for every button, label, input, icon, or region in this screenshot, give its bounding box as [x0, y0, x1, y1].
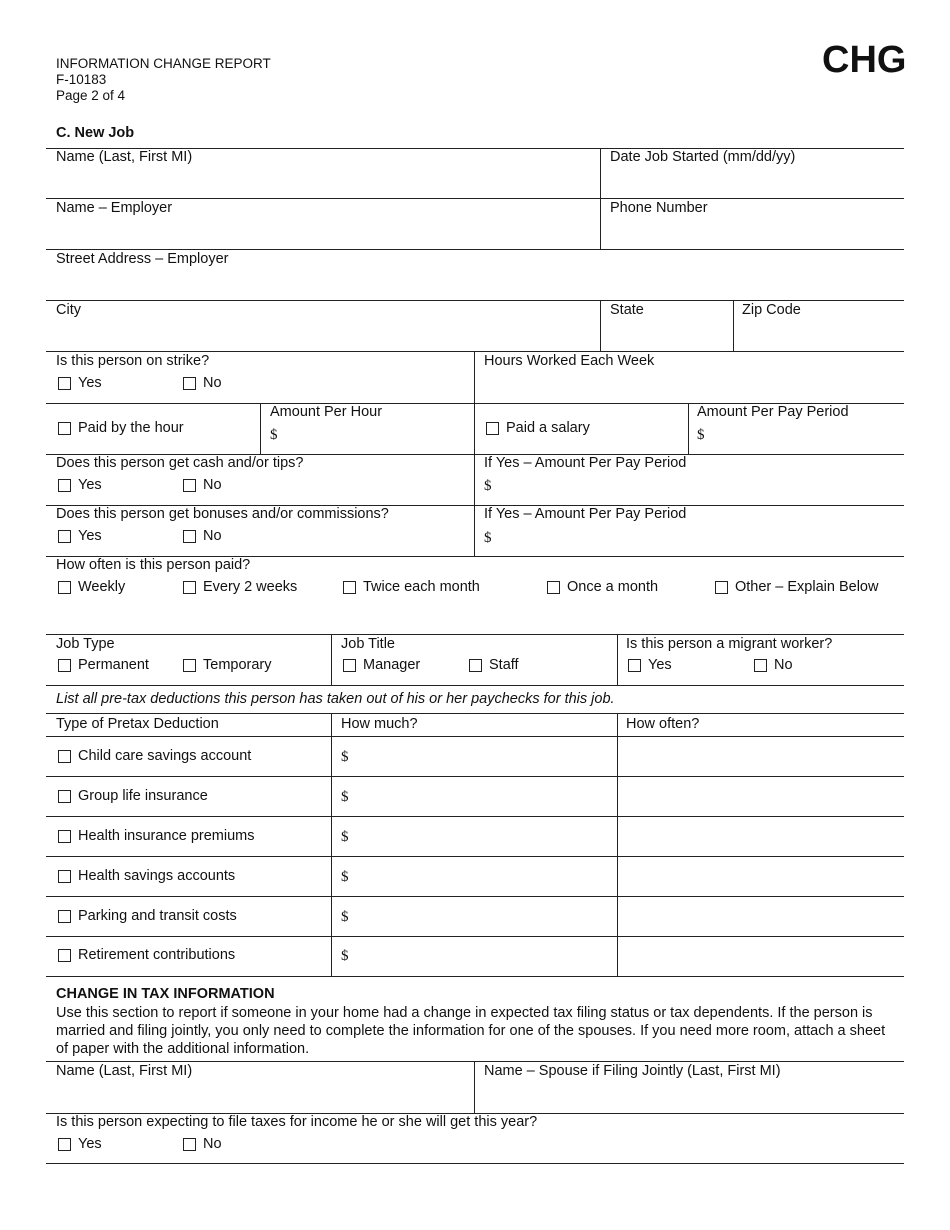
migrant-question: Is this person a migrant worker?	[626, 636, 833, 652]
strike-no-checkbox[interactable]	[183, 377, 196, 390]
migrant-no-label: No	[774, 657, 793, 673]
tax-name-field[interactable]	[47, 1080, 471, 1111]
file-taxes-yes-label: Yes	[78, 1136, 102, 1152]
divider	[617, 713, 618, 976]
pay-frequency-question: How often is this person paid?	[56, 557, 251, 573]
divider	[46, 736, 904, 737]
bonus-amount-label: If Yes – Amount Per Pay Period	[484, 506, 687, 522]
pretax-frequency-field[interactable]	[619, 780, 902, 812]
divider	[331, 713, 332, 976]
bonus-no-label: No	[203, 528, 222, 544]
tax-name-label: Name (Last, First MI)	[56, 1063, 193, 1079]
dollar-sign: $	[341, 948, 349, 964]
form-number: F-10183	[56, 72, 107, 87]
divider	[46, 816, 904, 817]
hours-field[interactable]	[476, 370, 902, 401]
divider	[46, 776, 904, 777]
permanent-checkbox[interactable]	[58, 659, 71, 672]
phone-label: Phone Number	[610, 200, 708, 216]
tips-amount-label: If Yes – Amount Per Pay Period	[484, 455, 687, 471]
tips-yes-checkbox[interactable]	[58, 479, 71, 492]
divider	[474, 351, 475, 556]
pretax-row-checkbox[interactable]	[58, 910, 71, 923]
employer-name-field[interactable]	[47, 217, 597, 247]
pretax-row-label: Health insurance premiums	[78, 828, 255, 844]
other-frequency-label: Other – Explain Below	[735, 579, 879, 595]
divider	[46, 351, 904, 352]
divider	[46, 976, 904, 977]
divider	[46, 634, 904, 635]
pretax-frequency-field[interactable]	[619, 820, 902, 852]
pretax-row-label: Group life insurance	[78, 788, 208, 804]
every-2-weeks-checkbox[interactable]	[183, 581, 196, 594]
file-taxes-question: Is this person expecting to file taxes for income he or she will get this year?	[56, 1114, 538, 1130]
amount-period-field[interactable]	[709, 422, 902, 450]
other-frequency-checkbox[interactable]	[715, 581, 728, 594]
form-code: CHG	[822, 39, 907, 81]
pretax-row-checkbox[interactable]	[58, 830, 71, 843]
tips-yes-label: Yes	[78, 477, 102, 493]
pretax-amount-field[interactable]	[353, 860, 613, 892]
strike-question: Is this person on strike?	[56, 353, 210, 369]
migrant-yes-checkbox[interactable]	[628, 659, 641, 672]
migrant-yes-label: Yes	[648, 657, 672, 673]
col-header-how-much: How much?	[341, 716, 418, 732]
street-field[interactable]	[47, 268, 902, 298]
divider	[331, 634, 332, 685]
tips-amount-field[interactable]	[496, 473, 902, 501]
state-field[interactable]	[602, 319, 730, 349]
paid-salary-label: Paid a salary	[506, 420, 590, 436]
tax-section-heading: CHANGE IN TAX INFORMATION	[56, 986, 275, 1002]
divider	[46, 713, 904, 714]
page-indicator: Page 2 of 4	[56, 88, 126, 103]
dollar-sign: $	[341, 789, 349, 805]
section-heading: C. New Job	[56, 125, 135, 141]
form-title: INFORMATION CHANGE REPORT	[56, 56, 271, 71]
temporary-checkbox[interactable]	[183, 659, 196, 672]
zip-field[interactable]	[735, 319, 902, 349]
twice-month-checkbox[interactable]	[343, 581, 356, 594]
migrant-no-checkbox[interactable]	[754, 659, 767, 672]
dollar-sign: $	[341, 749, 349, 765]
divider	[46, 300, 904, 301]
divider	[46, 685, 904, 686]
divider	[46, 249, 904, 250]
job-type-label: Job Type	[56, 636, 115, 652]
tips-no-checkbox[interactable]	[183, 479, 196, 492]
employer-name-label: Name – Employer	[56, 200, 173, 216]
file-taxes-no-checkbox[interactable]	[183, 1138, 196, 1151]
bonus-question: Does this person get bonuses and/or commissions?	[56, 506, 389, 522]
every-2-weeks-label: Every 2 weeks	[203, 579, 298, 595]
pretax-frequency-field[interactable]	[619, 940, 902, 972]
divider	[46, 856, 904, 857]
manager-checkbox[interactable]	[343, 659, 356, 672]
job-title-label: Job Title	[341, 636, 395, 652]
phone-field[interactable]	[602, 217, 902, 247]
once-month-label: Once a month	[567, 579, 659, 595]
dollar-sign: $	[341, 909, 349, 925]
pretax-row-checkbox[interactable]	[58, 790, 71, 803]
divider	[46, 936, 904, 937]
pretax-frequency-field[interactable]	[619, 900, 902, 932]
manager-label: Manager	[363, 657, 421, 673]
amount-period-label: Amount Per Pay Period	[697, 404, 849, 420]
pretax-amount-field[interactable]	[353, 900, 613, 932]
divider	[688, 403, 689, 454]
name-field[interactable]	[47, 166, 597, 196]
pretax-row-checkbox[interactable]	[58, 949, 71, 962]
pretax-row-checkbox[interactable]	[58, 870, 71, 883]
state-label: State	[610, 302, 644, 318]
divider	[474, 1061, 475, 1113]
strike-yes-label: Yes	[78, 375, 102, 391]
divider	[46, 1061, 904, 1062]
pretax-row-label: Retirement contributions	[78, 947, 236, 963]
paid-hour-checkbox[interactable]	[58, 422, 71, 435]
dollar-sign: $	[484, 478, 492, 494]
pretax-amount-field[interactable]	[353, 740, 613, 772]
once-month-checkbox[interactable]	[547, 581, 560, 594]
bonus-yes-checkbox[interactable]	[58, 530, 71, 543]
divider	[46, 896, 904, 897]
amount-hour-field[interactable]	[282, 422, 472, 450]
pretax-row-label: Parking and transit costs	[78, 908, 237, 924]
weekly-label: Weekly	[78, 579, 126, 595]
pretax-frequency-field[interactable]	[619, 860, 902, 892]
hours-label: Hours Worked Each Week	[484, 353, 655, 369]
strike-no-label: No	[203, 375, 222, 391]
col-header-type: Type of Pretax Deduction	[56, 716, 219, 732]
file-taxes-no-label: No	[203, 1136, 222, 1152]
date-started-field[interactable]	[602, 166, 902, 196]
paid-salary-checkbox[interactable]	[486, 422, 499, 435]
dollar-sign: $	[341, 869, 349, 885]
divider	[260, 403, 261, 454]
dollar-sign: $	[341, 829, 349, 845]
bonus-yes-label: Yes	[78, 528, 102, 544]
amount-hour-label: Amount Per Hour	[270, 404, 383, 420]
pretax-amount-field[interactable]	[353, 780, 613, 812]
zip-label: Zip Code	[742, 302, 801, 318]
tips-no-label: No	[203, 477, 222, 493]
spouse-name-field[interactable]	[476, 1080, 902, 1111]
pretax-row-label: Health savings accounts	[78, 868, 236, 884]
street-label: Street Address – Employer	[56, 251, 229, 267]
permanent-label: Permanent	[78, 657, 149, 673]
city-field[interactable]	[47, 319, 597, 349]
pretax-instruction: List all pre-tax deductions this person has taken out of his or her paychecks for this job.	[56, 691, 615, 707]
paid-hour-label: Paid by the hour	[78, 420, 184, 436]
twice-month-label: Twice each month	[363, 579, 480, 595]
dollar-sign: $	[270, 427, 278, 443]
divider	[617, 634, 618, 685]
pretax-row-label: Child care savings account	[78, 748, 252, 764]
pretax-amount-field[interactable]	[353, 940, 613, 972]
staff-checkbox[interactable]	[469, 659, 482, 672]
staff-label: Staff	[489, 657, 519, 673]
temporary-label: Temporary	[203, 657, 272, 673]
divider	[46, 198, 904, 199]
strike-yes-checkbox[interactable]	[58, 377, 71, 390]
city-label: City	[56, 302, 81, 318]
dollar-sign: $	[484, 530, 492, 546]
pretax-frequency-field[interactable]	[619, 740, 902, 772]
file-taxes-yes-checkbox[interactable]	[58, 1138, 71, 1151]
pretax-row-checkbox[interactable]	[58, 750, 71, 763]
pretax-amount-field[interactable]	[353, 820, 613, 852]
tax-section-description: Use this section to report if someone in your home had a change in expected tax filing status or tax dependents. If the person is married and filing jointly, you only need to complete the information for one of the spouses. If you need more room, attach a sheet of paper with the additional information.	[56, 1005, 886, 1057]
divider	[600, 148, 601, 250]
divider	[600, 300, 601, 351]
bonus-amount-field[interactable]	[496, 524, 902, 552]
col-header-how-often: How often?	[626, 716, 700, 732]
weekly-checkbox[interactable]	[58, 581, 71, 594]
divider	[733, 300, 734, 351]
dollar-sign: $	[697, 427, 705, 443]
date-started-label: Date Job Started (mm/dd/yy)	[610, 149, 796, 165]
cash-tips-question: Does this person get cash and/or tips?	[56, 455, 304, 471]
bonus-no-checkbox[interactable]	[183, 530, 196, 543]
name-label: Name (Last, First MI)	[56, 149, 193, 165]
spouse-name-label: Name – Spouse if Filing Jointly (Last, First MI)	[484, 1063, 781, 1079]
divider	[46, 1163, 904, 1164]
